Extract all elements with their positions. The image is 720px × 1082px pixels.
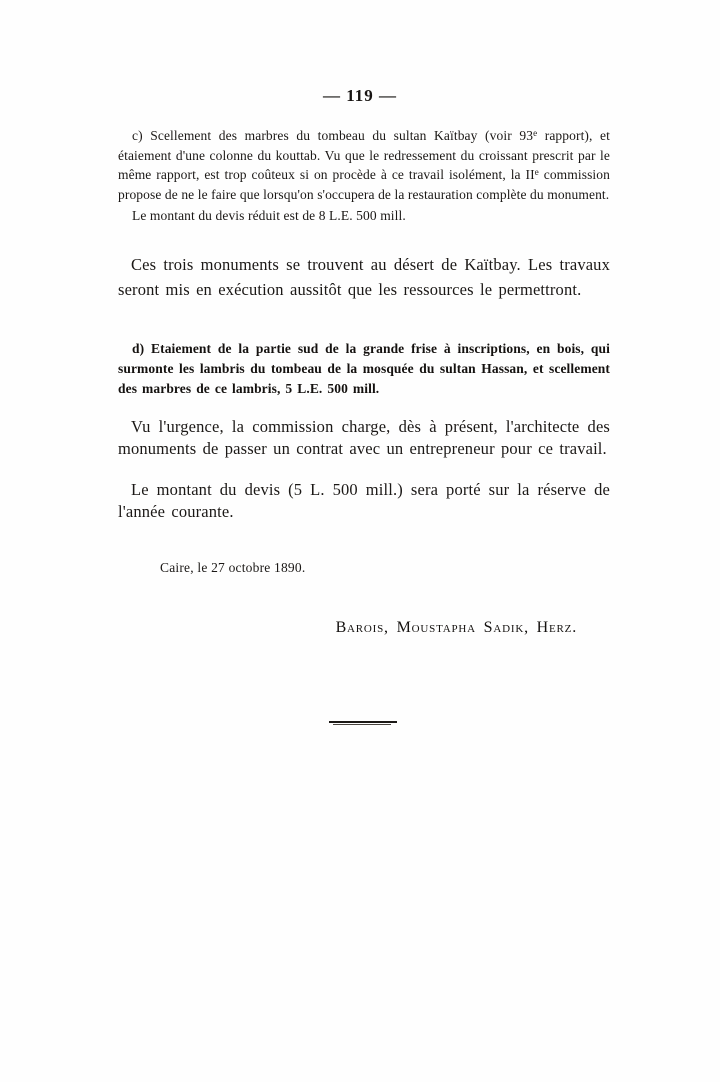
dateline: Caire, le 27 octobre 1890.: [160, 560, 306, 575]
end-rule-top-stroke: [329, 721, 397, 723]
superscript-e-commission: e: [534, 167, 539, 177]
paragraph-c-text-1: c) Scellement des marbres du tombeau du sultan Kaïtbay (voir 93: [132, 128, 534, 143]
paragraph-monuments: Ces trois monuments se trouvent au désert de Kaïtbay. Les travaux seront mis en exécution aussitôt que les ressources le permettront.: [118, 255, 610, 299]
paragraph-c: [118, 126, 610, 204]
paragraph-urgence: Vu l'urgence, la commission charge, dès à présent, l'architecte des monuments de passer un contrat avec un entrepreneur pour ce travail.: [118, 417, 610, 458]
paragraph-c-amount: Le montant du devis réduit est de 8 L.E. 500 mill.: [132, 208, 406, 223]
paragraph-c-text-2: rapport), et étaiement d'une colonne du kouttab. Vu que le redressement du croissant prescrit par le même rapport, est trop coûteux si on procède à ce travail isolément, la II: [118, 128, 610, 182]
paragraph-devis: Le montant du devis (5 L. 500 mill.) sera porté sur la réserve de l'année courante.: [118, 480, 610, 521]
paragraph-c-text-3: commission propose de ne le faire que lorsqu'on s'occupera de la restauration complète du monument.: [118, 167, 610, 202]
end-rule: [329, 721, 397, 727]
page-number: — 119 —: [322, 86, 398, 105]
paragraph-d: d) Etaiement de la partie sud de la grande frise à inscriptions, en bois, qui surmonte les lambris du tombeau de la mosquée du sultan Hassan, et scellement des marbres de ce lambris, 5 L.E. 500 mill.: [118, 341, 610, 396]
end-rule-bottom-stroke: [333, 724, 391, 725]
superscript-e-rapport: e: [533, 128, 538, 138]
signatures: Barois, Moustapha Sadik, Herz.: [335, 619, 577, 636]
